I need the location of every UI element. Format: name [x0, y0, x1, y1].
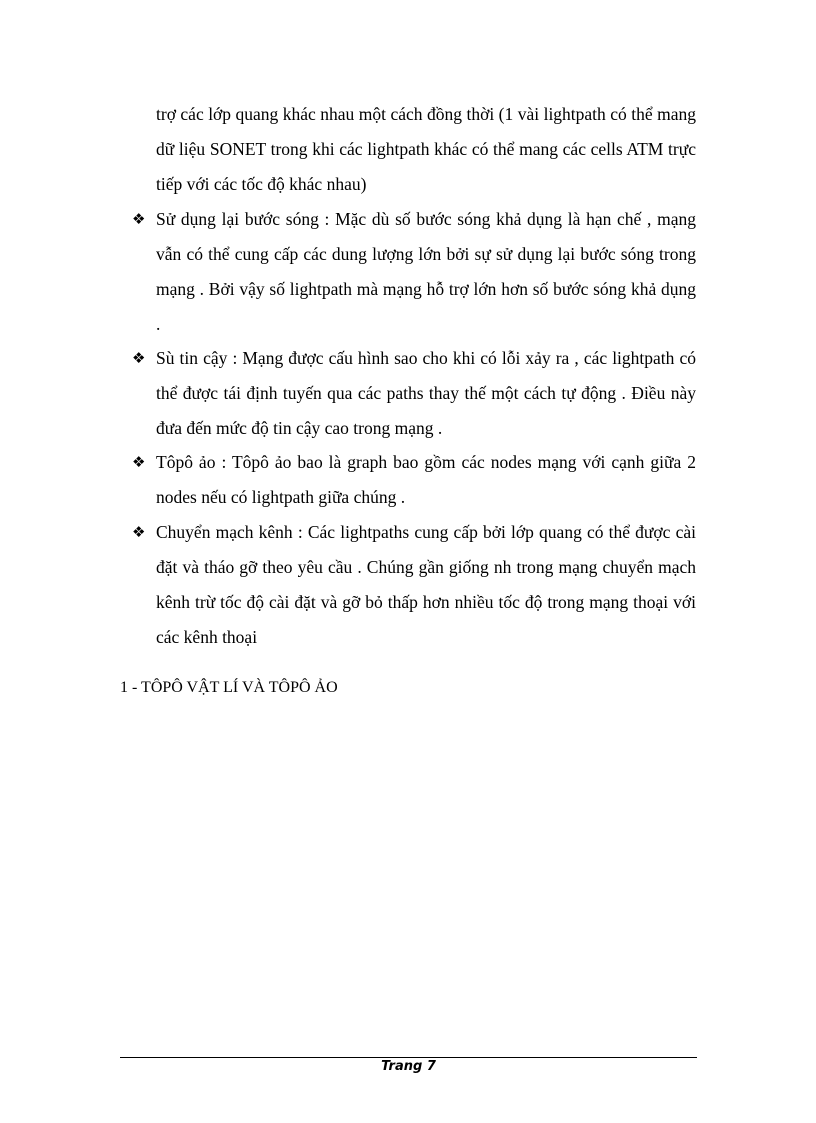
- bullet-text: Sù tin cậy : Mạng được cấu hình sao cho khi có lỗi xảy ra , các lightpath có thể được tái định tuyến qua các paths thay thế một cách tự động . Điều này đưa đến mức độ tin cậy cao trong mạng .: [156, 348, 696, 438]
- bullet-text: Chuyển mạch kênh : Các lightpaths cung cấp bởi lớp quang có thể được cài đặt và tháo gỡ theo yêu cầu . Chúng gần giống nh trong mạng chuyển mạch kênh trừ tốc độ cài đặt và gỡ bỏ thấp hơn nhiều tốc độ trong mạng thoại với các kênh thoại: [156, 522, 696, 647]
- section-heading: 1 - TÔPÔ VẬT LÍ VÀ TÔPÔ ẢO: [120, 679, 338, 696]
- bullet-item-circuit-switching: [132, 515, 696, 655]
- bullet-text: Sử dụng lại bước sóng : Mặc dù số bước sóng khả dụng là hạn chế , mạng vẫn có thể cung cấp các dung lượng lớn bởi sự sử dụng lại bước sóng trong mạng . Bởi vậy số lightpath mà mạng hỗ trợ lớn hơn số bước sóng khả dụng .: [156, 209, 696, 334]
- page-number: Trang 7: [381, 1059, 436, 1074]
- bullet-item-wavelength-reuse: [132, 202, 696, 342]
- four-diamond-bullet-icon: ❖: [132, 453, 146, 471]
- bullet-item-virtual-topology: [132, 445, 696, 515]
- bullet-text: Tôpô ảo : Tôpô ảo bao là graph bao gồm các nodes mạng với cạnh giữa 2 nodes nếu có lightpath giữa chúng .: [156, 452, 696, 507]
- four-diamond-bullet-icon: ❖: [132, 210, 146, 228]
- bullet-item-reliability: [132, 341, 696, 446]
- four-diamond-bullet-icon: ❖: [132, 349, 146, 367]
- continuation-paragraph: trợ các lớp quang khác nhau một cách đồng thời (1 vài lightpath có thể mang dữ liệu SONET trong khi các lightpath khác có thể mang các cells ATM trực tiếp với các tốc độ khác nhau): [156, 104, 696, 194]
- four-diamond-bullet-icon: ❖: [132, 523, 146, 541]
